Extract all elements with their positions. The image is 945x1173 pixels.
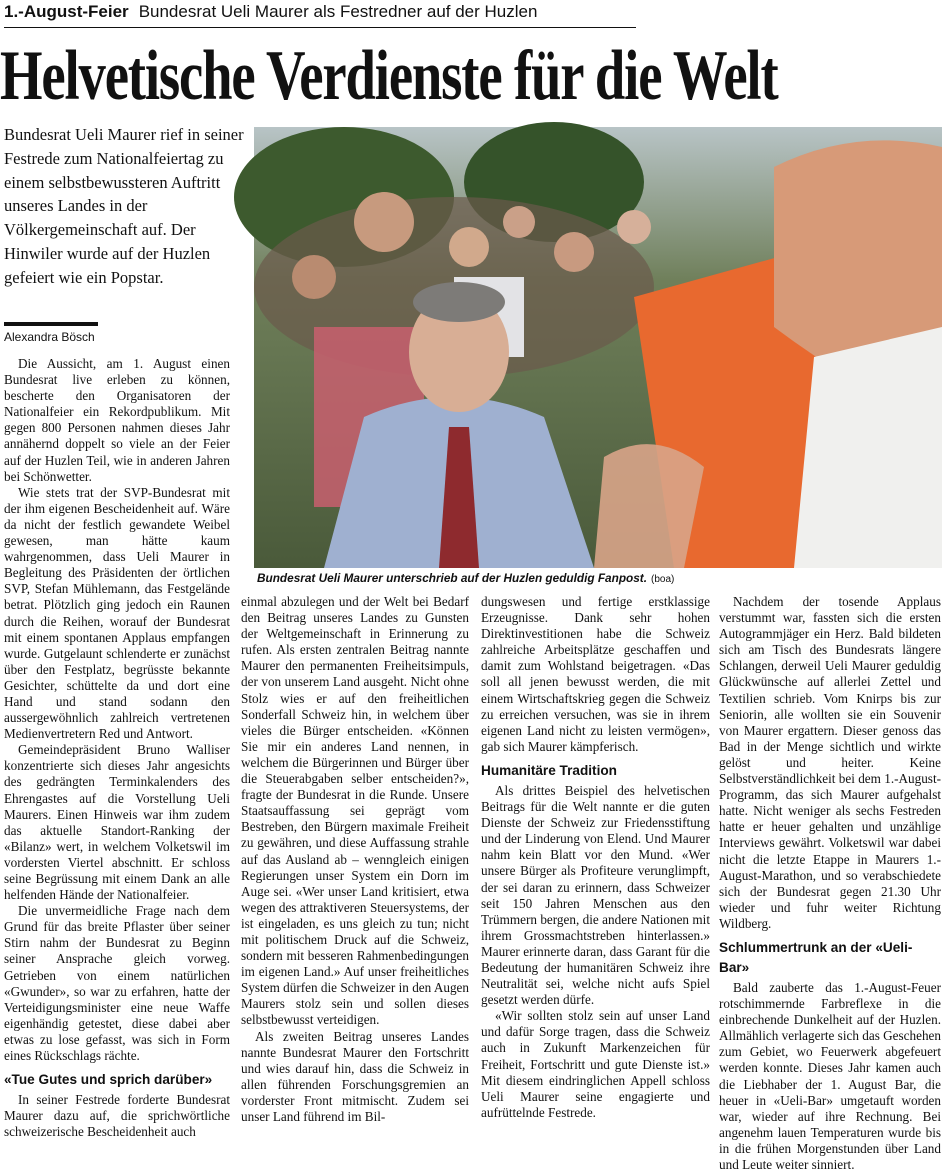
paragraph: Die unvermeidliche Frage nach dem Grund für das breite Pflaster über seiner Stirn nahm der Bundesrat zu Beginn seiner Ansprache gleich vorweg. Getrieben von einem natürlichen «Gwunder», so war zu erfahren, hatte der Verteidigungsminister eine neue Waffe eigenhändig getestet, diese dabei aber etwas zu lose gefasst, was sich in Form eines Rückschlags rächte. bbox=[4, 903, 230, 1064]
caption-credit: (boa) bbox=[651, 574, 675, 585]
paragraph: Als zweiten Beitrag unseres Landes nannte Bundesrat Maurer den Fortschritt und wies darauf hin, dass die Schweiz in allen führenden Forschungsgremien an vorderster Front mitmischt. Zudem sei unser Land führend im Bil- bbox=[241, 1028, 469, 1124]
paragraph: dungswesen und fertige erstklassige Erzeugnisse. Dank sehr hohen Direktinvestitionen habe die Schweiz zahlreiche Arbeitsplätze geschaffen und damit zum Wohlstand beigetragen. «Das soll all jenen bewusst werden, die mit einem Wirtschaftskrieg gegen die Schweiz zu erreichen versuchen, was sie in ihrem eigenen Land nicht zu leisten vermögen», gab sich Maurer kämpferisch. bbox=[481, 594, 710, 754]
subheading: Schlummertrunk an der «Ueli-Bar» bbox=[719, 939, 913, 975]
paragraph: Die Aussicht, am 1. August einen Bundesrat live erleben zu können, bescherte den Organisatoren der Nationalfeier ein Rekordpublikum. Mit gegen 800 Personen nahmen dieses Jahr annähernd doppelt so viele an der Feier auf der Huzlen Teil, wie in anderen Jahren bei Schönwetter. bbox=[4, 356, 230, 484]
article-column-1 bbox=[4, 356, 230, 1140]
lead-paragraph: Bundesrat Ueli Maurer rief in seiner Festrede zum Nationalfeiertag zu einem selbstbewussteren Auftritt unseres Landes in der Völkergemeinschaft auf. Der Hinwiler wurde auf der Huzlen gefeiert wie ein Popstar. bbox=[4, 125, 244, 287]
photo-illustration bbox=[254, 127, 942, 568]
headline: Helvetische Verdienste für die Welt bbox=[0, 37, 778, 115]
article-column-3 bbox=[481, 594, 710, 1121]
paragraph: In seiner Festrede forderte Bundesrat Maurer dazu auf, die sprichwörtliche schweizerische Bescheidenheit auch bbox=[4, 1092, 230, 1140]
kicker-label: 1.-August-Feier bbox=[4, 2, 129, 21]
article-photo bbox=[254, 127, 942, 568]
paragraph: Bald zauberte das 1.-August-Feuer rotschimmernde Farbreflexe in die einbrechende Dunkelheit auf der Huzlen. Allmählich verlagerte sich das Geschehen zum Gebiet, wo Feuerwerk abgefeuert werden konnte. Dieses Jahr kamen auch die Liebhaber der 1. August Bar, die heuer in «Ueli-Bar» umgetauft worden war, wieder auf ihre Rechnung. Bei angenehm lauen Temperaturen wurde bis in die frühen Morgenstunden über Land und Leute weiter sinniert. bbox=[719, 979, 941, 1172]
article-column-4 bbox=[719, 594, 941, 1173]
paragraph: einmal abzulegen und der Welt bei Bedarf den Beitrag unseres Landes zu Gunsten der Weltgemeinschaft in Erinnerung zu rufen. Als ersten zentralen Beitrag nannte Maurer den permanenten Freiheitsimpuls, der von unserem Land ausgeht. Nicht ohne Stolz wies er auf den freiheitlichen Sonderfall Schweiz hin, in welchem über vieles die Bürger entscheiden. «Können Sie mir ein anderes Land nennen, in welchem die Bürgerinnen und Bürger über die Steuerabgaben selber entscheiden?», fragte der Bundesrat in die Runde. Unsere Staatsauffassung sei geprägt vom Bestreben, den Bürgern maximale Freiheit zu gewähren, und diese Auffassung strahle auf das Ausland ab – wenngleich einigen Regierungen unser System ein Dorn im Auge sei. «Wer unser Land kritisiert, etwa wegen des attraktiveren Steuersystems, der ist eingeladen, es uns gleich zu tun; nicht mit politischem Druck auf die Schweiz, sondern mit besseren Rahmenbedingungen im eigenen Land.» Auf unser freiheitliches System dürfen die Schweizer in den Augen Maurers stolz sein und sollen dieses selbstbewusst verteidigen. bbox=[241, 594, 469, 1028]
author-byline: Alexandra Bösch bbox=[4, 330, 95, 344]
author-rule bbox=[4, 322, 98, 326]
photo-caption bbox=[257, 571, 937, 585]
paragraph: Gemeindepräsident Bruno Walliser konzentrierte sich dieses Jahr angesichts des gedrängten Terminkalenders des Ehrengastes auf die Vorstellung Ueli Maurers. Einen Hinweis war ihm zudem das aktuelle Standort-Ranking der «Bilanz» wert, in welchem Volketswil im vordersten Viertel abschnitt. Er schloss seine Begrüssung mit einem Dank an alle helfenden Hände der Nationalfeier. bbox=[4, 742, 230, 903]
caption-text: Bundesrat Ueli Maurer unterschrieb auf der Huzlen geduldig Fanpost. bbox=[257, 571, 648, 585]
kicker bbox=[4, 2, 636, 28]
article-column-2 bbox=[241, 594, 469, 1125]
paragraph: Nachdem der tosende Applaus verstummt war, fassten sich die ersten Autogrammjäger ein Herz. Bald bildeten sich am Tisch des Bundesrats längere Schlangen, derweil Ueli Maurer geduldig Glückwünsche auf allerlei Zettel und Textilien schrieb. Vom Knirps bis zur Seniorin, alle wollten sie ein Souvenir von Maurer ergattern. Dieser genoss das Bad in der Menge sichtlich und wirkte gelöst und heiter. Keine Selbstverständlichkeit bei dem 1.-August-Programm, das sich Maurer aufgehalst hatte. Nicht weniger als sechs Festreden hatte er heuer gehalten und unzählige Interviews gewährt. Volketswil war dabei nicht die letzte Etappe in Maurers 1.-August-Marathon, und so verabschiedete sich der Bundesrat gegen 21.30 Uhr wieder und fuhr weiter Richtung Wildberg. bbox=[719, 594, 941, 931]
paragraph: Wie stets trat der SVP-Bundesrat mit der ihm eigenen Bescheidenheit auf. Wäre da nicht der festlich gewandete Weibel gewesen, man hätte kaum wahrgenommen, dass Ueli Maurer in Begleitung des Präsidenten der örtlichen SVP, Stefan Mühlemann, das Festgelände betrat. Plötzlich ging jedoch ein Raunen durch die Reihen, worauf der Bundesrat mit einem spontanen Applaus empfangen wurde. Gutgelaunt schlenderte er zunächst über den Festplatz, begrüsste bekannte Gesichter, schüttelte da und dort eine Hand und stand sodann den aussergewöhnlich zahlreich vertretenen Medienvertretern Red und Antwort. bbox=[4, 484, 230, 742]
subheading: «Tue Gutes und sprich darüber» bbox=[4, 1072, 213, 1088]
kicker-text: Bundesrat Ueli Maurer als Festredner auf der Huzlen bbox=[138, 2, 538, 21]
subheading: Humanitäre Tradition bbox=[481, 762, 617, 778]
paragraph: «Wir sollten stolz sein auf unser Land und dafür Sorge tragen, dass die Schweiz auch in Zukunft Markenzeichen für Freiheit, Fortschritt und gute Dienste ist.» Mit diesem eindringlichen Appell schloss Ueli Maurer seine engagierte und aufrüttelnde Festrede. bbox=[481, 1008, 710, 1120]
paragraph: Als drittes Beispiel des helvetischen Beitrags für die Welt nannte er die guten Dienste der Schweiz zur Friedensstiftung und der Linderung von Elend. Und Maurer nahm kein Blatt vor den Mund. «Wer unsere Bürger als Profiteure verunglimpft, der sei daran zu erinnern, dass Schweizer seit 150 Jahren Menschen aus den Trümmern bergen, die andere Nationen mit ihrem Grossmachtstreben hinterlassen.» Maurer erinnerte daran, dass Garant für die Bedeutung der humanitären Schweiz ihre Neutralität sei, welche nicht aufs Spiel gesetzt werden dürfe. bbox=[481, 782, 710, 1008]
